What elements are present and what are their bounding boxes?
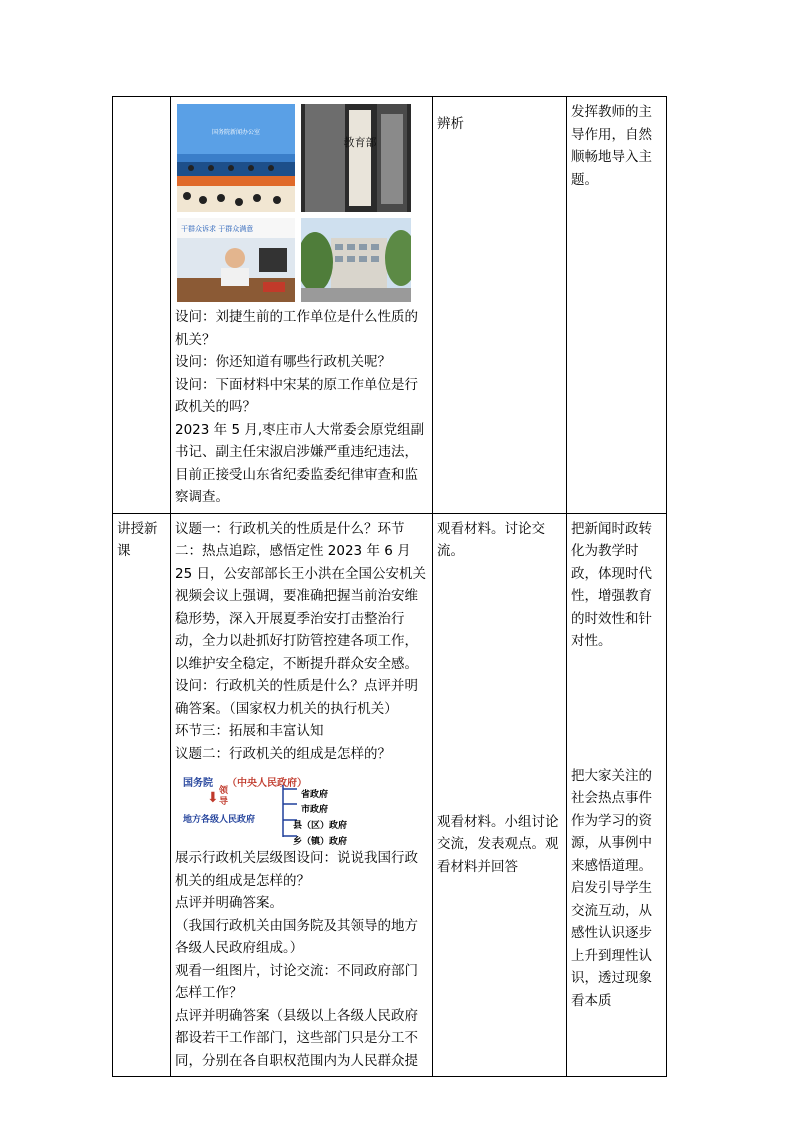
photo-caption: 教育部 [343,136,377,149]
intent-text: 把新闻时政转化为教学时政，体现时代性，增强教育的时效性和针对性。 [571,520,652,649]
answer-line: 点评并明确答案。 [175,895,283,911]
diagram-guowuyuan: 国务院 [183,778,213,789]
diagram-level: 省政府 [301,790,329,800]
diagram-local: 地方各级人民政府 [183,815,256,825]
table-row [113,97,667,514]
government-hierarchy-diagram [183,771,373,847]
activity-cell [171,97,433,514]
arrow-down-icon: ⬇ [207,790,219,806]
question-line: 设问：你还知道有哪些行政机关呢？ [175,354,391,370]
answer-line: 点评并明确答案（县级以上各级人民政府都设若干工作部门，这些部门只是分工不同，分别在各自职权范围内为人民群众提 [175,1007,418,1069]
question-line: 设问：下面材料中宋某的原工作单位是行政机关的吗？ [175,376,418,415]
topic-text: 议题一：行政机关的性质是什么？环节二：热点追踪，感悟定性 2023 年 6 月 25 日，公安部部长王小洪在全国公安机关视频会议上强调，要准确把握当前治安维稳形势，深入开展夏季治安打击整治行动，全力以赴抓好打防管控建各项工作，以维护安全稳定，不断提升群众安全感。设问：行政机关的性质是什么？点评并明确答案。（国家权力机关的执行机关） [175,520,426,717]
table-row [113,513,667,1077]
topic-text: 议题二：行政机关的组成是怎样的？ [175,745,391,762]
intent-text: 发挥教师的主导作用，自然顺畅地导入主题。 [571,104,652,188]
method-text: 辨析 [437,116,464,132]
stage-cell [113,97,171,514]
stage-label: 讲授新课 [117,520,158,559]
activity-cell [171,513,433,1077]
question-line: 展示行政机关层级图设问：说说我国行政机关的组成是怎样的？ [175,850,418,889]
question-line: 观看一组图片，讨论交流：不同政府部门怎样工作？ [175,962,418,1001]
stage-cell [113,513,171,1077]
stage-step: 环节三：拓展和丰富认知 [175,723,324,739]
diagram-central: （中央人民政府） [227,778,307,789]
intent-cell [567,513,667,1077]
question-line: 设问：刘捷生前的工作单位是什么性质的机关？ [175,309,418,348]
ministry-sign-photo [301,104,411,212]
method-cell [433,97,567,514]
official-at-desk-photo [177,218,295,302]
diagram-level: 乡（镇）政府 [293,837,348,847]
method-cell [433,513,567,1077]
intent-cell [567,97,667,514]
photo-caption: 国务院新闻办公室 [211,129,261,136]
material-text: 2023 年 5 月,枣庄市人大常委会原党组副书记、副主任宋淑启涉嫌严重违纪违法，目前正接受山东省纪委监委纪律审查和监察调查。 [175,421,425,505]
intent-text: 把大家关注的社会热点事件作为学习的资源，从事例中来感悟道理。启发引导学生交流互动，从感性认识逐步上升到理性认识，透过现象看本质 [571,767,652,1009]
diagram-level: 县（区）政府 [293,821,348,831]
lesson-plan-table [112,96,667,1077]
method-text: 观看材料。小组讨论交流，发表观点。观看材料并回答 [437,813,559,875]
method-text: 观看材料。讨论交流。 [437,520,545,559]
government-building-photo [301,218,411,302]
photo-caption: 干群众诉求 于群众满意 [181,225,254,233]
answer-line: （我国行政机关由国务院及其领导的地方各级人民政府组成。） [175,917,418,956]
photo-grid [177,104,428,302]
press-conference-photo [177,104,295,212]
diagram-lead: 领导 [219,786,235,807]
diagram-level: 市政府 [301,805,329,815]
